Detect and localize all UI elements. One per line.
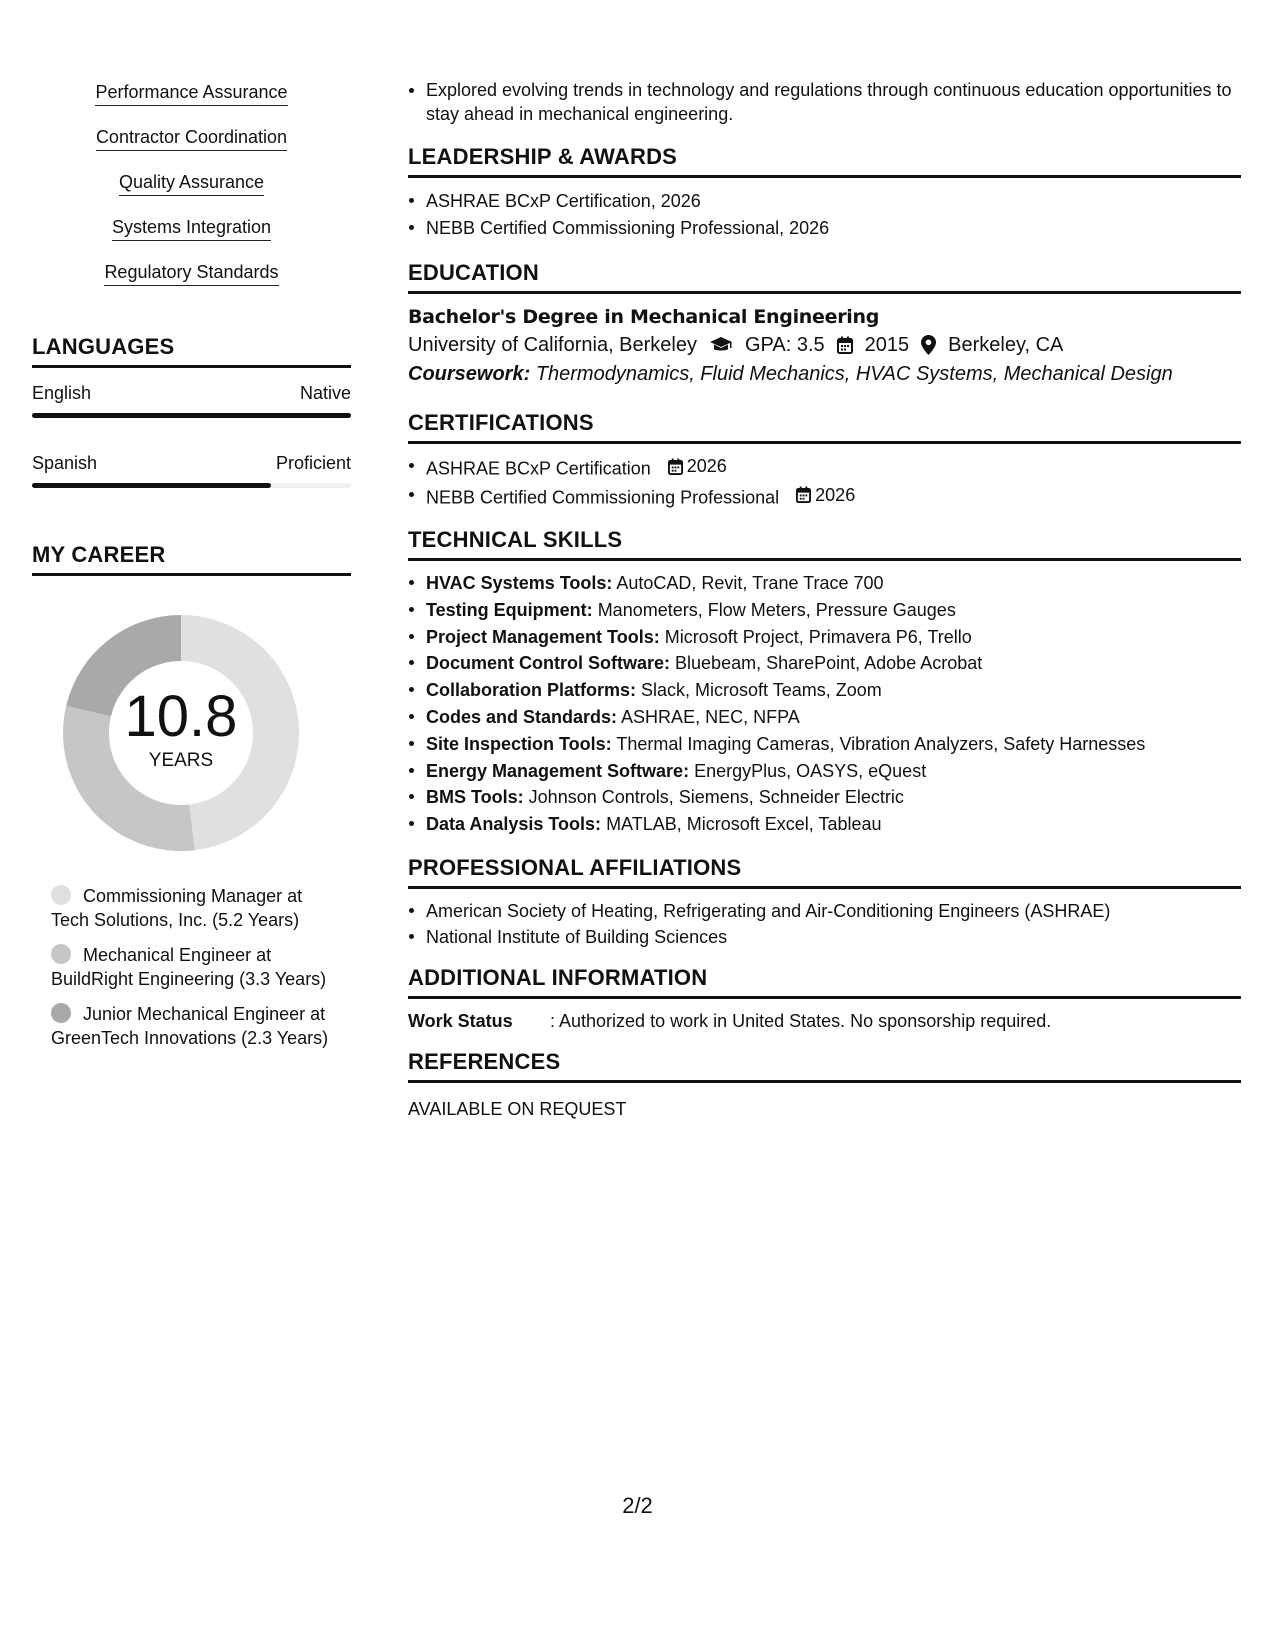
technical-skills-section	[408, 527, 1241, 838]
list-item: ASHRAE BCxP Certification, 2026	[408, 188, 1241, 215]
list-item: NEBB Certified Commissioning Professional, 2026	[408, 215, 1241, 242]
skill-value: ASHRAE, NEC, NFPA	[621, 706, 800, 727]
career-legend	[32, 884, 332, 1050]
calendar-icon	[796, 486, 811, 503]
skill-label: Project Management Tools:	[426, 626, 660, 647]
skill-value: Microsoft Project, Primavera P6, Trello	[664, 626, 972, 647]
certifications-section	[408, 410, 1241, 510]
language-item	[32, 382, 351, 418]
certification-name: ASHRAE BCxP Certification	[426, 458, 651, 479]
references-section	[408, 1049, 1241, 1121]
coursework-list: Thermodynamics, Fluid Mechanics, HVAC Systems, Mechanical Design	[535, 363, 1173, 385]
education-details	[408, 330, 1241, 360]
list-item	[408, 482, 1241, 511]
career-total: 10.8	[124, 684, 238, 749]
coursework-label: Coursework:	[408, 363, 531, 385]
affiliations-section	[408, 855, 1241, 951]
certification-date: 2026	[686, 456, 727, 476]
certification-date: 2026	[815, 484, 856, 505]
legend-label: Junior Mechanical Engineer at GreenTech Innovations (2.3 Years)	[51, 1004, 329, 1048]
languages-section	[32, 334, 351, 488]
skill-label: Testing Equipment:	[426, 599, 593, 620]
references-text: AVAILABLE ON REQUEST	[408, 1098, 627, 1119]
education-title: EDUCATION	[408, 260, 1241, 294]
list-item	[408, 624, 1241, 651]
skill-list	[32, 80, 351, 305]
references-title: REFERENCES	[408, 1049, 1241, 1083]
career-title: MY CAREER	[32, 542, 351, 576]
career-legend-item	[51, 943, 332, 991]
list-item: Explored evolving trends in technology and regulations through continuous education opportunities to stay ahead in mechanical engineering.	[408, 78, 1241, 126]
skill-value: Slack, Microsoft Teams, Zoom	[641, 680, 882, 701]
coursework	[408, 360, 1241, 388]
career-unit: YEARS	[148, 750, 214, 771]
legend-dot	[51, 944, 71, 964]
skill-item: Regulatory Standards	[104, 260, 278, 286]
list-item	[408, 650, 1241, 677]
graduation-year: 2015	[864, 334, 910, 356]
language-bar	[32, 413, 351, 418]
skill-item: Systems Integration	[112, 215, 271, 241]
skill-item: Contractor Coordination	[96, 125, 287, 151]
technical-skills-title: TECHNICAL SKILLS	[408, 527, 1241, 561]
affiliations-title: PROFESSIONAL AFFILIATIONS	[408, 855, 1241, 889]
calendar-icon	[837, 336, 853, 354]
legend-label: Commissioning Manager at Tech Solutions, Inc. (5.2 Years)	[51, 886, 303, 930]
certification-name: NEBB Certified Commissioning Professional	[426, 487, 780, 507]
language-name: English	[32, 383, 92, 403]
skill-value: Johnson Controls, Siemens, Schneider Electric	[528, 787, 904, 808]
legend-dot	[51, 885, 71, 905]
work-status-label: Work Status	[408, 1010, 513, 1031]
work-status-row	[408, 1009, 1241, 1033]
skill-label: Data Analysis Tools:	[426, 814, 602, 835]
leadership-title: LEADERSHIP & AWARDS	[408, 144, 1241, 178]
legend-dot	[51, 1003, 71, 1023]
skill-label: Site Inspection Tools:	[426, 733, 612, 754]
languages-title: LANGUAGES	[32, 334, 351, 368]
list-item	[408, 704, 1241, 731]
list-item: National Institute of Building Sciences	[408, 924, 1241, 951]
map-pin-icon	[921, 335, 936, 355]
list-item	[408, 597, 1241, 624]
skill-label: Codes and Standards:	[426, 706, 618, 727]
certifications-title: CERTIFICATIONS	[408, 410, 1241, 444]
school-name: University of California, Berkeley	[408, 334, 697, 356]
sidebar	[32, 80, 351, 1061]
skill-value: MATLAB, Microsoft Excel, Tableau	[606, 814, 882, 835]
skill-item: Performance Assurance	[95, 80, 287, 106]
career-legend-item	[51, 1002, 332, 1050]
list-item	[408, 811, 1241, 838]
list-item	[408, 570, 1241, 597]
list-item: American Society of Heating, Refrigerating and Air-Conditioning Engineers (ASHRAE)	[408, 898, 1241, 925]
skill-label: HVAC Systems Tools:	[426, 573, 613, 593]
additional-info-section	[408, 965, 1241, 1033]
list-item	[408, 453, 1241, 482]
page-number: 2/2	[622, 1493, 653, 1518]
legend-label: Mechanical Engineer at BuildRight Engineering (3.3 Years)	[51, 945, 327, 989]
list-item	[408, 758, 1241, 785]
work-status-value: : Authorized to work in United States. No sponsorship required.	[550, 1010, 1052, 1031]
skill-value: Bluebeam, SharePoint, Adobe Acrobat	[675, 653, 983, 674]
intro-bullets	[408, 78, 1241, 126]
education-section	[408, 260, 1241, 388]
language-bar	[32, 483, 351, 488]
career-section	[32, 542, 351, 1050]
school-location: Berkeley, CA	[948, 334, 1064, 356]
language-item	[32, 452, 351, 488]
career-legend-item	[51, 884, 332, 932]
skill-value: Manometers, Flow Meters, Pressure Gauges	[597, 599, 956, 620]
skill-label: Collaboration Platforms:	[426, 680, 637, 701]
skill-value: AutoCAD, Revit, Trane Trace 700	[616, 573, 884, 593]
graduation-cap-icon	[709, 336, 733, 354]
skill-label: Document Control Software:	[426, 653, 671, 674]
language-bar-fill	[32, 413, 351, 418]
list-item	[408, 731, 1241, 758]
leadership-section	[408, 144, 1241, 242]
gpa: GPA: 3.5	[745, 334, 825, 356]
additional-info-title: ADDITIONAL INFORMATION	[408, 965, 1241, 999]
skill-label: Energy Management Software:	[426, 760, 690, 781]
calendar-icon	[668, 458, 683, 475]
language-name: Spanish	[32, 453, 98, 473]
language-bar-fill	[32, 483, 271, 488]
language-list	[32, 382, 351, 488]
skill-item: Quality Assurance	[119, 170, 264, 196]
language-level: Native	[299, 383, 351, 403]
skill-label: BMS Tools:	[426, 787, 524, 808]
list-item	[408, 784, 1241, 811]
degree-title: Bachelor's Degree in Mechanical Engineering	[408, 306, 880, 328]
skill-value: Thermal Imaging Cameras, Vibration Analyzers, Safety Harnesses	[616, 733, 1146, 754]
language-level: Proficient	[275, 453, 351, 473]
main-content	[408, 78, 1241, 1121]
skill-value: EnergyPlus, OASYS, eQuest	[694, 760, 927, 781]
list-item	[408, 677, 1241, 704]
career-donut-chart	[56, 608, 306, 858]
